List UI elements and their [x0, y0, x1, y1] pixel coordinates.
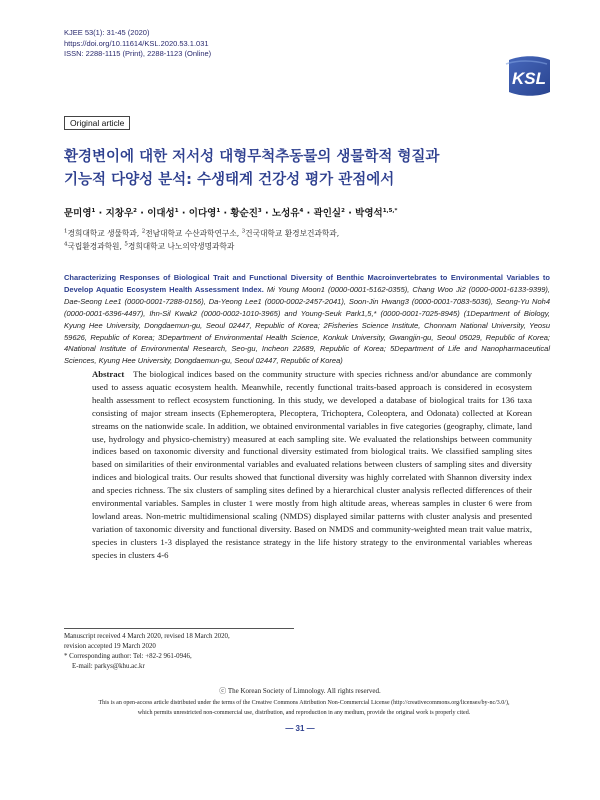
korean-title	[64, 146, 534, 192]
page-number: — 31 —	[285, 724, 315, 733]
corresponding-author: * Corresponding author: Tel: +82-2 961-0946,	[64, 653, 192, 660]
author-name: 곽인실	[313, 208, 342, 219]
english-authors: Mi Young Moon1 (0000-0001-5162-0355), Chang Woo Ji2 (0000-0001-6133-9399), Dae-Seong Lee1 (0000-0001-7288-0156), Da-Yeong Lee1 (0000-0002-2457-2041), Soon-Jin Hwang3 (0000-0001-7083-5036), Seong-Yu Noh4 (0000-0001-6396-4497), Ihn-Sil Kwak2 (0000-0002-1010-3965) and Young-Seuk Park1,5,* (0000-0001-7025-8945)	[64, 284, 550, 318]
open-access-line-2: which permits unrestricted non-commercial use, distribution, and reproduction in any medium, provide the original work is properly cited.	[137, 709, 471, 716]
revision-accepted: revision accepted 19 March 2020	[64, 643, 156, 650]
author-name: 지창우	[105, 208, 134, 219]
manuscript-received: Manuscript received 4 March 2020, revised 18 March 2020,	[64, 633, 230, 640]
journal-citation: KJEE 53(1): 31-45 (2020)	[64, 28, 150, 37]
korean-title-line-1: 환경변이에 대한 저서성 대형무척추동물의 생물학적 형질과	[64, 149, 440, 165]
corresponding-email[interactable]: E-mail: parkys@khu.ac.kr	[72, 663, 145, 670]
author-name: 박영석	[355, 208, 383, 219]
open-access-notice	[64, 699, 544, 718]
journal-issn: ISSN: 2288-1115 (Print), 2288-1123 (Online)	[64, 49, 212, 58]
author-name: 문미영	[64, 208, 92, 219]
korean-affiliations: $^1$경희대학교 생물학과, $^2$전남대학교 수산과학연구소, $^3$건국대학교 환경보건과학과, $^4$국립환경과학원, $^5$경희대학교 나노의약생명과학과	[64, 228, 340, 251]
abstract-text: The biological indices based on the community structure with species richness and/or abundance are commonly used to assess aquatic ecosystem health. Meanwhile, recently functional traits-based approach is considered in ecosystem health assessment to reflect ecosystem functioning. In this study, we developed a database of biological traits for 136 taxa consisting of major stream insects (Ephemeroptera, Plecoptera, Trichoptera, Coleoptera, and Odonata) collected at Korean streams on the nationwide scale. In addition, we obtained environmental variables in five categories (geography, climate, land use, hydrology and physico-chemistry) measured at each sampling site. We evaluated the relationships between community indices based on taxonomic diversity and functional diversity estimated from biological traits. We classified sampling sites based on similarities of their environmental variables and evaluated relations between clusters of sampling sites and diversity indices and biological traits. Our results showed that functional diversity was highly correlated with Shannon diversity index and species richness. The six clusters of sampling sites defined by a hierarchical cluster analysis reflected differences of their environmental variables. Samples in cluster 1 were mostly from high altitude areas, whereas samples in cluster 6 were from lowland areas. Non-metric multidimensional scaling (NMDS) displayed similar patterns with cluster analysis and presented variation of taxonomic diversity and functional diversity. Based on NMDS and community-weighted mean trait value matrix, species in clusters 1-3 displayed the resistance strategy in the life history strategy to the environmental variables whereas species in clusters 4-6	[92, 369, 532, 560]
korean-title-line-2: 기능적 다양성 분석: 수생태계 건강성 평가 관점에서	[64, 172, 395, 188]
abstract-label: Abstract	[92, 369, 125, 379]
author-name: 노성유	[271, 208, 300, 219]
ksl-logo	[503, 54, 553, 98]
open-access-line-1: This is an open-access article distributed under the terms of the Creative Commons Attribution Non-Commercial License (http://creativecommons.org/licenses/by-nc/3.0/),	[98, 700, 510, 706]
author-name: 황순진	[230, 208, 258, 219]
english-citation-block	[64, 272, 550, 367]
journal-header	[64, 28, 211, 60]
journal-doi[interactable]: https://doi.org/10.11614/KSL.2020.53.1.031	[64, 38, 209, 48]
abstract	[92, 368, 532, 562]
author-name: 이대성	[147, 208, 175, 219]
svg-text:KSL: KSL	[512, 69, 546, 88]
korean-author-list: 문미영$^1$ · 지창우$^2$ · 이대성$^1$ · 이다영$^1$ · 황순진$^3$ · 노성유$^4$ · 곽인실$^2$ · 박영석$^{1,5,*}$	[64, 207, 398, 219]
english-title: Characterizing Responses of Biological Trait and Functional Diversity of Benthic Macroinvertebrates to Environmental Variables to Develop Aquatic Ecosystem Health Assessment Index.	[64, 273, 550, 294]
article-type-label: Original article	[64, 116, 130, 130]
footnote-divider	[64, 628, 294, 629]
author-name: 이다영	[188, 208, 217, 219]
copyright-notice: ⓒ The Korean Society of Limnology. All rights reserved.	[219, 687, 381, 695]
english-affiliations: (1Department of Biology, Kyung Hee University, Dongdaemun-gu, Seoul 02447, Republic of Korea; 2Fisheries Science Institute, Chonnam National University, Yeosu 59626, Republic of Korea; 3Department of Environmental Health Science, Konkuk University, Gwangjin-gu, Seoul 05029, Republic of Korea; 4National Institute of Environmental Research, Seo-gu, Incheon 22689, Republic of Korea; 5Department of Life and Nanopharmaceutical Sciences, Kyung Hee University, Dongdaemun-gu, Seoul 02447, Republic of Korea)	[64, 308, 550, 366]
footnotes	[64, 632, 230, 672]
